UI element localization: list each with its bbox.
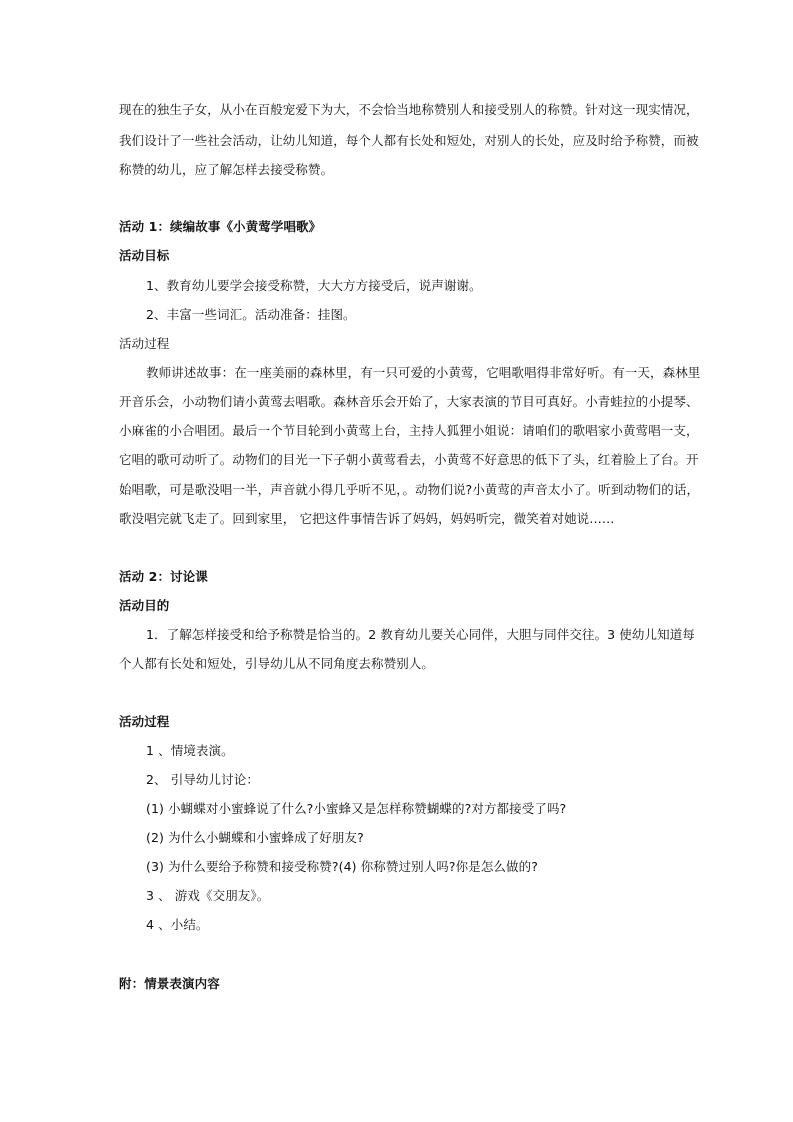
activity1-process-heading: 活动过程 xyxy=(119,336,170,351)
story-line-2: 开音乐会，小动物们请小黄莺去唱歌。森林音乐会开始了，大家表演的节目可真好。小青蛙拉的小提琴、 xyxy=(119,394,699,409)
story-line-1: 教师讲述故事：在一座美丽的森林里，有一只可爱的小黄莺，它唱歌唱得非常好听。有一天，森林里 xyxy=(146,365,701,380)
step-4: 4 、小结。 xyxy=(146,917,209,932)
activity1-goal-2: 2、丰富一些词汇。活动准备：挂图。 xyxy=(146,307,356,322)
activity2-goal-heading: 活动目的 xyxy=(119,598,170,613)
story-line-5: 始唱歌，可是歌没唱一半，声音就小得几乎听不见，。动物们说?小黄莺的声音太小了。听到动物们的话， xyxy=(119,482,700,497)
step-2-sub-1: (1) 小蝴蝶对小蜜蜂说了什么?小蜜蜂又是怎样称赞蝴蝶的?对方都接受了吗? xyxy=(146,801,567,816)
step-2: 2、 引导幼儿讨论： xyxy=(146,772,259,787)
step-2-sub-3: (3) 为什么要给予称赞和接受称赞?(4) 你称赞过别人吗?你是怎么做的? xyxy=(146,859,538,874)
intro-line-3: 称赞的幼儿，应了解怎样去接受称赞。 xyxy=(119,162,334,177)
story-line-3: 小麻雀的小合唱团。最后一个节目轮到小黄莺上台，主持人狐狸小姐说：请咱们的歌唱家小黄莺唱一支， xyxy=(119,423,699,438)
step-2-sub-2: (2) 为什么小蝴蝶和小蜜蜂成了好朋友? xyxy=(146,830,364,845)
activity1-title: 活动 1：续编故事《小黄莺学唱歌》 xyxy=(119,219,322,234)
activity2-title: 活动 2：讨论课 xyxy=(119,569,208,584)
step-3: 3 、 游戏《交朋友》。 xyxy=(146,888,270,903)
appendix-title: 附：情景表演内容 xyxy=(119,976,220,991)
activity2-goal-line-1: 1．了解怎样接受和给予称赞是恰当的。2 教育幼儿要关心同伴，大胆与同伴交往。3 使幼儿知道每 xyxy=(146,627,695,642)
intro-line-1: 现在的独生子女，从小在百般宠爱下为大，不会恰当地称赞别人和接受别人的称赞。针对这一现实情况， xyxy=(119,102,699,117)
activity1-goal-1: 1、教育幼儿要学会接受称赞，大大方方接受后，说声谢谢。 xyxy=(146,278,482,293)
intro-line-2: 我们设计了一些社会活动，让幼儿知道，每个人都有长处和短处，对别人的长处，应及时给予称赞，而被 xyxy=(119,133,699,148)
activity2-goal-line-2: 个人都有长处和短处，引导幼儿从不同角度去称赞别人。 xyxy=(119,656,435,671)
step-1: 1 、情境表演。 xyxy=(146,743,234,758)
activity2-process-heading: 活动过程 xyxy=(119,714,170,729)
activity1-goal-heading: 活动目标 xyxy=(119,248,170,263)
story-line-4: 它唱的歌可动听了。动物们的目光一下子朝小黄莺看去，小黄莺不好意思的低下了头，红着脸上了台。开 xyxy=(119,452,699,467)
story-line-6: 歌没唱完就飞走了。回到家里， 它把这件事情告诉了妈妈，妈妈听完，微笑着对她说…… xyxy=(119,511,615,526)
